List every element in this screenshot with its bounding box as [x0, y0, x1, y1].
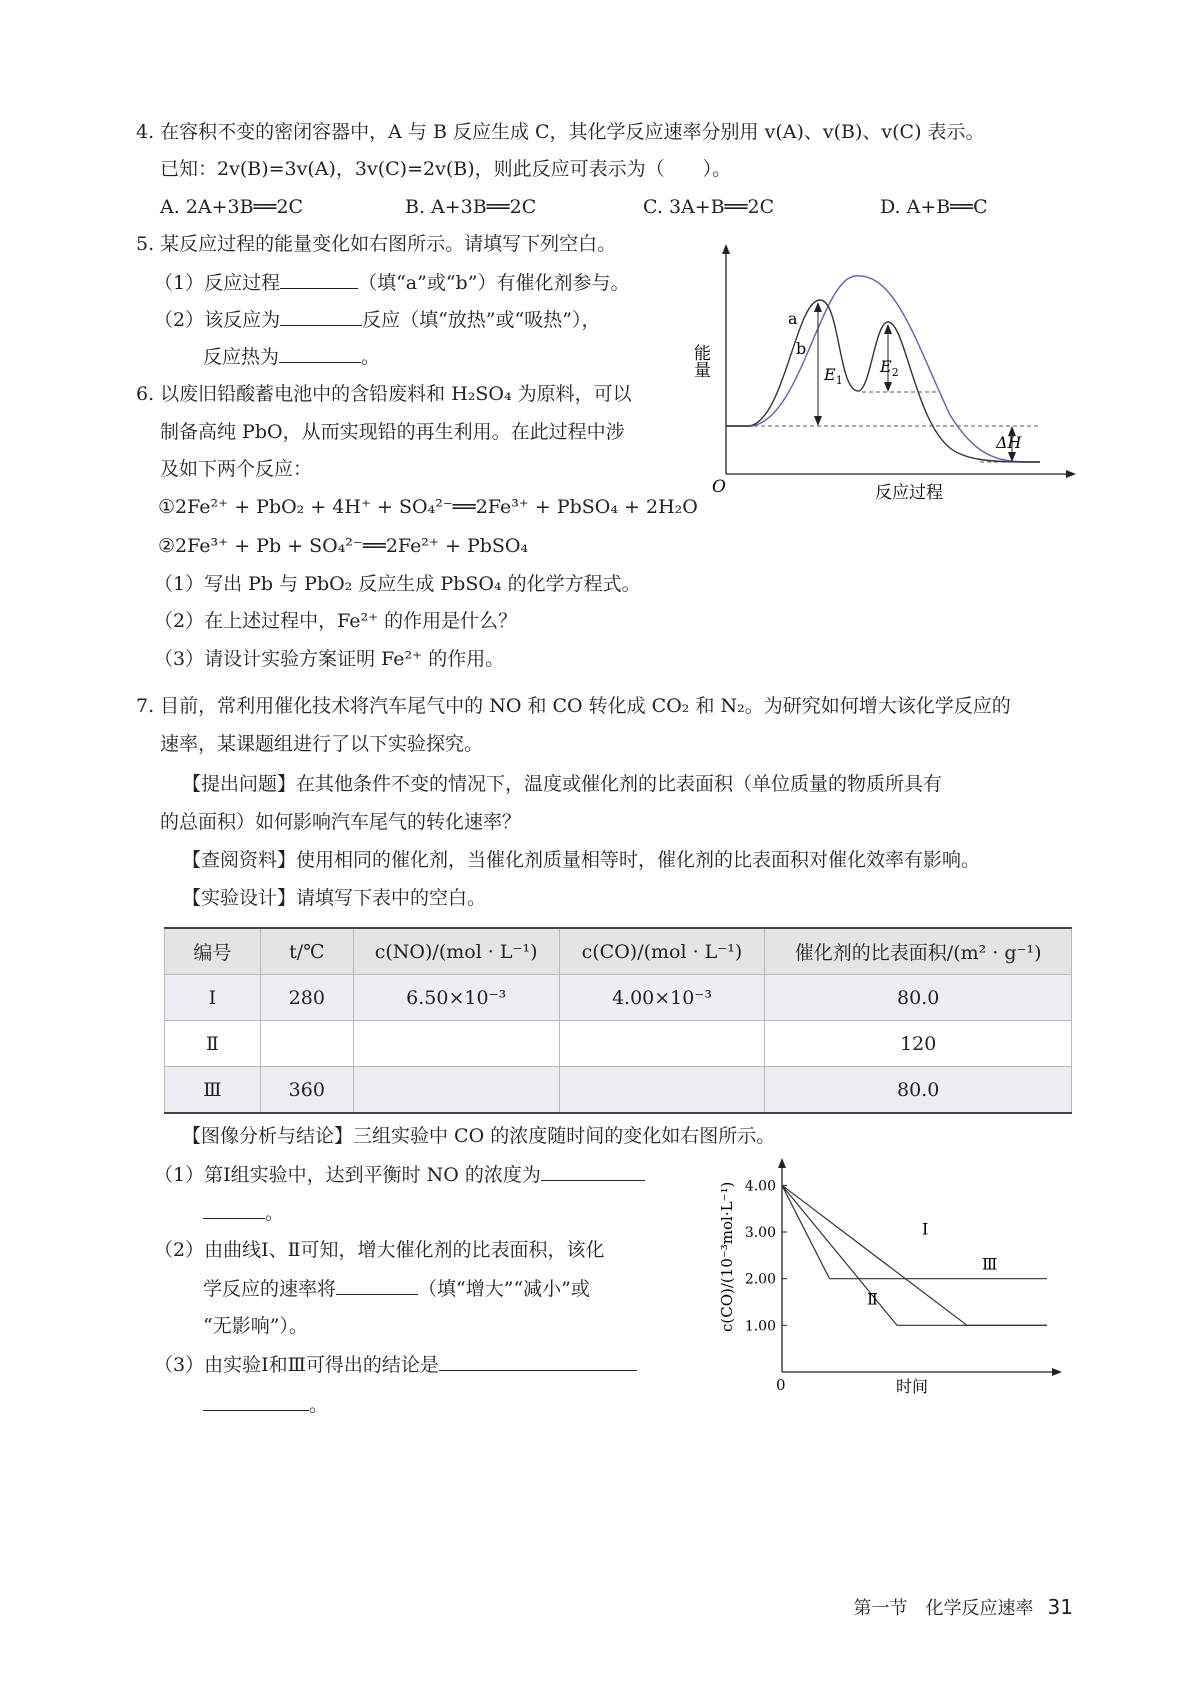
q7-sub1-cont: [203, 1198, 284, 1227]
energy-origin-label: O: [712, 477, 726, 497]
series-label: Ⅲ: [982, 1254, 998, 1274]
table-cell: 80.0: [765, 975, 1072, 1021]
q7-sub2b-pre: 学反应的速率将: [203, 1278, 337, 1300]
q6-sub2: （2）在上述过程中，Fe²⁺ 的作用是什么？: [154, 610, 518, 632]
series-label: Ⅱ: [867, 1289, 878, 1309]
curve-a-label: a: [788, 309, 798, 328]
table-header-row: [165, 928, 1072, 975]
energy-y-arrow: [722, 244, 730, 254]
co-concentration-chart: [718, 1150, 1068, 1400]
e2-label: $E_2$: [880, 357, 899, 379]
curve-b: [726, 300, 1040, 462]
table-cell: Ⅰ: [165, 975, 261, 1021]
q4-option-c: C. 3A+B══2C: [643, 196, 775, 218]
y-tick-label: 1.00: [744, 1318, 776, 1335]
th-number: 编号: [165, 928, 261, 975]
q4-line1: 4. 在容积不变的密闭容器中，A 与 B 反应生成 C，其化学反应速率分别用 v(A)、v(B)、v(C) 表示。: [136, 121, 985, 143]
q7-sub2c: “无影响”）。: [203, 1315, 308, 1337]
e1-arrow-top: [814, 302, 822, 312]
q7-sub1-end: 。: [265, 1202, 285, 1224]
q5-blank-3[interactable]: [279, 342, 361, 363]
q7-line1: 7. 目前，常利用催化技术将汽车尾气中的 NO 和 CO 转化成 CO₂ 和 N₂。为研究如何增大该化学反应的: [136, 695, 1011, 717]
table-row: [165, 1021, 1072, 1067]
q5-sub2: [154, 305, 600, 334]
q5-sub1: [154, 268, 629, 297]
q5-line1: 5. 某反应过程的能量变化如右图所示。请填写下列空白。: [136, 233, 617, 255]
q6-reaction-2: ②2Fe³⁺ + Pb + SO₄²⁻══2Fe²⁺ + PbSO₄: [158, 535, 529, 557]
q7-sub1: [154, 1160, 645, 1189]
series-line: [782, 1185, 1047, 1325]
q6-line1: 6. 以废旧铅酸蓄电池中的含铅废料和 H₂SO₄ 为原料，可以: [136, 383, 632, 405]
y-tick-label: 2.00: [744, 1271, 776, 1288]
y-tick-label: 4.00: [744, 1178, 776, 1195]
experiment-table: [164, 927, 1072, 1114]
dh-label: ΔH: [996, 433, 1022, 452]
table-cell-blank[interactable]: [353, 1021, 559, 1067]
table-cell: Ⅲ: [165, 1067, 261, 1114]
q4-option-d: D. A+B══C: [880, 196, 988, 218]
chart-series: [782, 1185, 1047, 1325]
q7-blank-2[interactable]: [336, 1274, 418, 1295]
q7-line2: 速率，某课题组进行了以下实验探究。: [160, 733, 484, 755]
q5-sub2-post: 反应（填“放热”或“吸热”），: [362, 309, 601, 331]
q5-sub2b-post: 。: [361, 346, 381, 368]
e2-arrow-top: [884, 324, 892, 334]
q5-sub1-post: （填“a”或“b”）有催化剂参与。: [358, 272, 630, 294]
q7-para3: 【实验设计】请填写下表中的空白。: [182, 887, 487, 909]
q5-sub2-pre: （2）该反应为: [154, 309, 281, 331]
q7-sub3-end: 。: [309, 1394, 329, 1416]
table-cell: 4.00×10⁻³: [559, 975, 765, 1021]
table-cell-blank[interactable]: [353, 1067, 559, 1114]
q7-para2: 【查阅资料】使用相同的催化剂，当催化剂质量相等时，催化剂的比表面积对催化效率有影响。: [182, 849, 981, 871]
q7-sub2a: （2）由曲线Ⅰ、Ⅱ可知，增大催化剂的比表面积，该化: [154, 1239, 605, 1261]
q6-line2: 制备高纯 PbO，从而实现铅的再生利用。在此过程中涉: [160, 421, 625, 443]
y-tick-label: 3.00: [744, 1225, 776, 1241]
q4-option-b: B. A+3B══2C: [405, 196, 537, 218]
q7-sub3-pre: （3）由实验Ⅰ和Ⅲ可得出的结论是: [154, 1354, 439, 1376]
curve-b-label: b: [796, 339, 807, 358]
energy-x-label: 反应过程: [875, 483, 943, 503]
q6-sub3: （3）请设计实验方案证明 Fe²⁺ 的作用。: [154, 648, 505, 670]
q6-sub1: （1）写出 Pb 与 PbO₂ 反应生成 PbSO₄ 的化学方程式。: [154, 573, 641, 595]
chart-ticks: [745, 1178, 787, 1334]
series-line: [782, 1185, 1047, 1278]
table-cell: Ⅱ: [165, 1021, 261, 1067]
q4-option-a: A. 2A+3B══2C: [160, 196, 304, 218]
q6-line3: 及如下两个反应：: [160, 458, 313, 480]
q5-sub2b: [203, 342, 380, 371]
q7-blank-3b[interactable]: [203, 1390, 309, 1411]
table-cell: 280: [260, 975, 353, 1021]
q7-sub3-cont: [203, 1390, 328, 1419]
table-row: [165, 975, 1072, 1021]
series-line: [782, 1185, 1047, 1325]
q5-sub1-pre: （1）反应过程: [154, 272, 281, 294]
page-footer: [854, 1594, 1073, 1620]
q7-blank-1a[interactable]: [541, 1160, 645, 1181]
table-cell: 80.0: [765, 1067, 1072, 1114]
th-c-no: c(NO)/(mol · L⁻¹): [353, 928, 559, 975]
table-cell-blank[interactable]: [260, 1021, 353, 1067]
q5-sub2b-pre: 反应热为: [203, 346, 280, 368]
th-surface-area: 催化剂的比表面积/(m² · g⁻¹): [765, 928, 1072, 975]
energy-diagram: [690, 240, 1090, 505]
chart-x-label: 时间: [896, 1377, 929, 1396]
q7-sub2b-post: （填“增大”“减小”或: [418, 1278, 590, 1300]
chart-y-label: c(CO)/(10⁻³mol·L⁻¹): [718, 1181, 736, 1332]
table-cell-blank[interactable]: [559, 1021, 765, 1067]
energy-x-arrow: [1066, 470, 1076, 478]
q5-blank-2[interactable]: [280, 305, 362, 326]
q6-reaction-1: ①2Fe²⁺ + PbO₂ + 4H⁺ + SO₄²⁻══2Fe³⁺ + PbSO₄ + 2H₂O: [158, 496, 698, 518]
chart-x-arrow: [1052, 1368, 1062, 1376]
e2-arrow-bottom: [884, 382, 892, 392]
series-label: Ⅰ: [922, 1219, 929, 1239]
table-cell-blank[interactable]: [559, 1067, 765, 1114]
q5-blank-1[interactable]: [280, 268, 358, 289]
q7-sub1-pre: （1）第Ⅰ组实验中，达到平衡时 NO 的浓度为: [154, 1164, 541, 1186]
e1-label: $E_1$: [824, 365, 843, 387]
q7-sub3: [154, 1350, 637, 1379]
chart-origin-label: 0: [776, 1376, 786, 1394]
q7-para4: 【图像分析与结论】三组实验中 CO 的浓度随时间的变化如右图所示。: [182, 1125, 776, 1147]
th-temperature: t/℃: [260, 928, 353, 975]
q7-para1b: 的总面积）如何影响汽车尾气的转化速率？: [160, 811, 522, 833]
table-cell: 6.50×10⁻³: [353, 975, 559, 1021]
table-cell: 360: [260, 1067, 353, 1114]
q7-blank-1b[interactable]: [203, 1198, 265, 1219]
q7-blank-3a[interactable]: [439, 1350, 637, 1371]
footer-section: 第一节 化学反应速率: [853, 1598, 1034, 1619]
page-number: 31: [1047, 1595, 1073, 1619]
chart-y-arrow: [778, 1158, 786, 1168]
e1-arrow-bottom: [814, 416, 822, 426]
energy-y-label: 能量: [690, 344, 710, 378]
table-row: [165, 1067, 1072, 1114]
q7-sub2b: [203, 1274, 590, 1303]
th-c-co: c(CO)/(mol · L⁻¹): [559, 928, 765, 975]
table-cell: 120: [765, 1021, 1072, 1067]
q4-line2: 已知：2v(B)=3v(A)，3v(C)=2v(B)，则此反应可表示为（ ）。: [160, 158, 732, 180]
q7-para1a: 【提出问题】在其他条件不变的情况下，温度或催化剂的比表面积（单位质量的物质所具有: [182, 773, 943, 795]
